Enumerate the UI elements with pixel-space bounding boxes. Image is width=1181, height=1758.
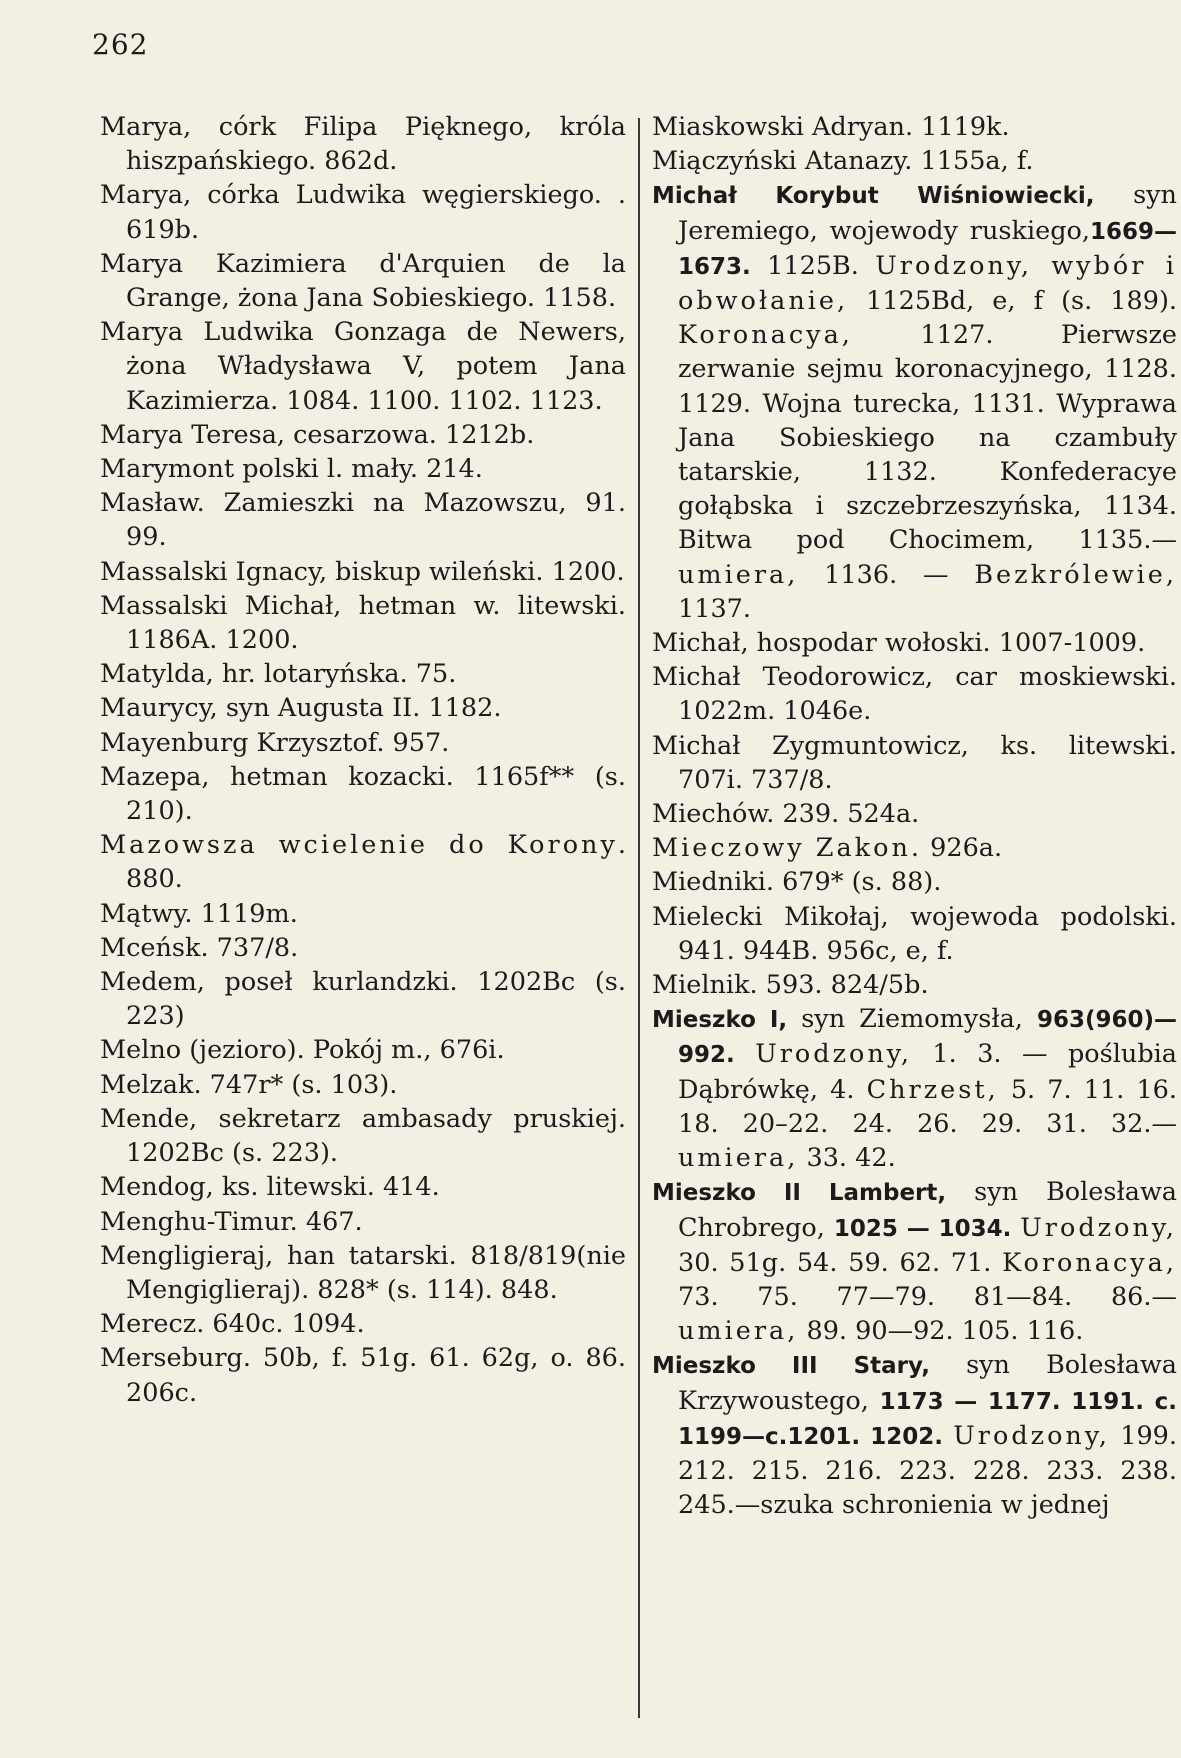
entry-text: umiera, bbox=[678, 1143, 799, 1174]
entry-text: syn Bolesława Chrobrego, bbox=[678, 1177, 1177, 1243]
index-entry bbox=[652, 729, 1177, 797]
entry-text: Koronacya, bbox=[1002, 1247, 1177, 1278]
entry-text: 963(960)—992. bbox=[678, 1007, 1177, 1069]
entry-text: Mieczowy Zakon. bbox=[652, 833, 923, 864]
entry-text: Massalski Michał, hetman w. litewski. 1186A. 1200. bbox=[100, 590, 626, 656]
index-entry bbox=[652, 1002, 1177, 1175]
index-entry bbox=[652, 1348, 1177, 1522]
index-entry bbox=[652, 110, 1177, 144]
index-entry bbox=[100, 1307, 626, 1341]
entry-text: 1173 — 1177. 1191. c. 1199—c.1201. 1202. bbox=[678, 1388, 1178, 1450]
entry-text: Koronacya, bbox=[678, 320, 853, 351]
entry-text: Melno (jezioro). Pokój m., 676i. bbox=[100, 1035, 505, 1066]
entry-text: Chrzest, bbox=[866, 1074, 999, 1105]
entry-text: Mazepa, hetman kozacki. 1165f** (s. 210). bbox=[100, 761, 626, 827]
entry-text: 1136. — bbox=[798, 559, 975, 590]
entry-text: Menghu-Timur. 467. bbox=[100, 1206, 363, 1237]
index-entry bbox=[100, 726, 626, 760]
entry-text: Mende, sekretarz ambasady pruskiej. 1202Bc (s. 223). bbox=[100, 1103, 626, 1169]
entry-text: 926a. bbox=[922, 833, 1003, 864]
entry-text bbox=[735, 1039, 755, 1069]
entry-text: Marya Ludwika Gonzaga de Newers, żona Władysława V, potem Jana Kazimierza. 1084. 1100. 1102. 1123. bbox=[100, 317, 626, 416]
entry-text: Mieszko II Lambert, bbox=[652, 1180, 947, 1207]
index-entry bbox=[100, 555, 626, 589]
entry-text: Michał Teodorowicz, car moskiewski. 1022m. 1046e. bbox=[652, 662, 1177, 727]
index-entry bbox=[652, 660, 1177, 728]
entry-text: Urodzony, bbox=[755, 1039, 912, 1070]
column-divider bbox=[638, 118, 640, 1718]
entry-text: 1137. bbox=[678, 593, 752, 624]
entry-text: 1125Bd, e, f (s. 189). bbox=[848, 286, 1177, 317]
index-entry bbox=[100, 178, 626, 246]
index-column-right bbox=[652, 110, 1177, 1522]
entry-text: umiera, bbox=[678, 1316, 799, 1347]
entry-text: 1125B. bbox=[750, 250, 876, 281]
index-entry bbox=[652, 1175, 1177, 1348]
entry-text: Marya Teresa, cesarzowa. 1212b. bbox=[100, 419, 535, 450]
entry-text: Michał Zygmuntowicz, ks. litewski. 707i. 737/8. bbox=[652, 730, 1177, 795]
index-entry bbox=[100, 760, 626, 828]
entry-text: Miedniki. 679* (s. 88). bbox=[652, 867, 942, 898]
entry-text: Marya, córk Filipa Pięknego, króla hiszpańskiego. 862d. bbox=[100, 112, 626, 177]
entry-text: Mayenburg Krzysztof. 957. bbox=[100, 727, 450, 758]
index-entry bbox=[100, 1239, 626, 1307]
entry-text: syn Ziemomysła, bbox=[787, 1004, 1037, 1035]
index-entry bbox=[100, 110, 626, 178]
index-entry bbox=[100, 965, 626, 1033]
index-entry bbox=[100, 247, 626, 315]
entry-text: Urodzony, wybór i obwołanie, bbox=[678, 250, 1177, 317]
entry-text: Masław. Zamieszki na Mazowszu, 91. 99. bbox=[100, 488, 626, 553]
page-number: 262 bbox=[92, 28, 149, 61]
entry-text: Mątwy. 1119m. bbox=[100, 898, 298, 929]
index-entry bbox=[100, 897, 626, 931]
index-entry bbox=[652, 797, 1177, 831]
entry-text: Mazowsza wcielenie do Korony bbox=[100, 830, 618, 861]
index-entry bbox=[100, 657, 626, 691]
entry-text: syn Jeremiego, wojewody ruskiego, bbox=[678, 180, 1177, 246]
index-entry bbox=[100, 589, 626, 657]
entry-text: 33. 42. bbox=[798, 1143, 896, 1174]
index-entry bbox=[100, 315, 626, 418]
entry-text: Marya Kazimiera d'Arquien de la Grange, żona Jana Sobieskiego. 1158. bbox=[100, 248, 626, 314]
index-entry bbox=[100, 418, 626, 452]
entry-text: 30. 51g. 54. 59. 62. 71. bbox=[678, 1247, 1003, 1278]
entry-text: Mieszko I, bbox=[652, 1007, 788, 1034]
index-entry bbox=[652, 831, 1177, 865]
index-entry bbox=[100, 1068, 626, 1102]
entry-text: Merseburg. 50b, f. 51g. 61. 62g, o. 86. 206c. bbox=[100, 1343, 626, 1408]
entry-text: Miączyński Atanazy. 1155a, f. bbox=[652, 146, 1034, 177]
entry-text: Mielecki Mikołaj, wojewoda podolski. 941. 944B. 956c, e, f. bbox=[652, 901, 1177, 966]
index-entry bbox=[100, 1341, 626, 1409]
entry-text bbox=[1011, 1213, 1020, 1243]
entry-text bbox=[943, 1421, 953, 1451]
index-entry bbox=[652, 900, 1177, 968]
index-entry bbox=[100, 452, 626, 486]
index-entry bbox=[652, 144, 1177, 178]
entry-text: 89. 90—92. 105. 116. bbox=[798, 1316, 1084, 1347]
entry-text: Mengligieraj, han tatarski. 818/819(nie Mengiglieraj). 828* (s. 114). 848. bbox=[100, 1240, 626, 1305]
entry-text: Maurycy, syn Augusta II. 1182. bbox=[100, 693, 502, 724]
entry-text: Michał Korybut Wiśniowiecki, bbox=[652, 183, 1095, 210]
entry-text: Urodzony, bbox=[953, 1420, 1110, 1451]
entry-text: 1. 3. — poślubia Dąbrówkę, 4. bbox=[678, 1039, 1178, 1105]
index-entry bbox=[100, 1033, 626, 1067]
entry-text: Massalski Ignacy, biskup wileński. 1200. bbox=[100, 556, 625, 587]
index-entry bbox=[100, 1205, 626, 1239]
entry-text: . 880. bbox=[126, 830, 626, 895]
entry-text: 73. 75. 77—79. 81—84. 86.— bbox=[678, 1281, 1177, 1312]
entry-text: Urodzony, bbox=[1020, 1212, 1177, 1243]
entry-text: 199. 212. 215. 216. 223. 228. 233. 238. 245.—szuka schronienia w jednej bbox=[678, 1420, 1177, 1521]
entry-text: Marya, córka Ludwika węgierskiego. . 619b. bbox=[100, 180, 626, 245]
entry-text: syn Bolesława Krzywoustego, bbox=[678, 1350, 1177, 1416]
entry-text: Bezkrólewie, bbox=[974, 559, 1177, 590]
entry-text: Mielnik. 593. 824/5b. bbox=[652, 970, 929, 1001]
entry-text: Marymont polski l. mały. 214. bbox=[100, 454, 483, 485]
index-column-left bbox=[100, 110, 626, 1410]
index-entry bbox=[652, 865, 1177, 899]
index-entry bbox=[100, 691, 626, 725]
index-entry bbox=[100, 931, 626, 965]
entry-text: umiera, bbox=[678, 559, 799, 590]
index-entry bbox=[652, 626, 1177, 660]
entry-text: Michał, hospodar wołoski. 1007-1009. bbox=[652, 628, 1146, 659]
index-entry bbox=[100, 1102, 626, 1170]
entry-text: Mendog, ks. litewski. 414. bbox=[100, 1172, 440, 1203]
entry-text: Mceńsk. 737/8. bbox=[100, 932, 299, 963]
entry-text: 5. 7. 11. 16. 18. 20–22. 24. 26. 29. 31. 32.— bbox=[678, 1074, 1177, 1139]
entry-text: Miechów. 239. 524a. bbox=[652, 799, 920, 830]
entry-text: 1025 — 1034. bbox=[833, 1215, 1012, 1242]
entry-text: Medem, poseł kurlandzki. 1202Bc (s. 223) bbox=[100, 967, 626, 1032]
entry-text: Matylda, hr. lotaryńska. 75. bbox=[100, 659, 457, 690]
index-entry bbox=[100, 486, 626, 554]
entry-text: Mieszko III Stary, bbox=[652, 1353, 930, 1380]
entry-text: Merecz. 640c. 1094. bbox=[100, 1309, 365, 1340]
index-entry bbox=[100, 828, 626, 896]
entry-text: 1669—1673. bbox=[678, 218, 1177, 280]
index-entry bbox=[652, 178, 1177, 626]
entry-text: 1127. Pierwsze zerwanie sejmu koronacyjnego, 1128. 1129. Wojna turecka, 1131. Wyprawa Jana Sobieskiego na czambuły tatarskie, 1132. Konfederacye gołąbska i szczebrzeszyńska, 1134. Bitwa pod Chocimem, 1135.— bbox=[678, 320, 1177, 556]
index-entry bbox=[100, 1170, 626, 1204]
index-entry bbox=[652, 968, 1177, 1002]
entry-text: Melzak. 747r* (s. 103). bbox=[100, 1069, 398, 1100]
entry-text: Miaskowski Adryan. 1119k. bbox=[652, 112, 1010, 142]
